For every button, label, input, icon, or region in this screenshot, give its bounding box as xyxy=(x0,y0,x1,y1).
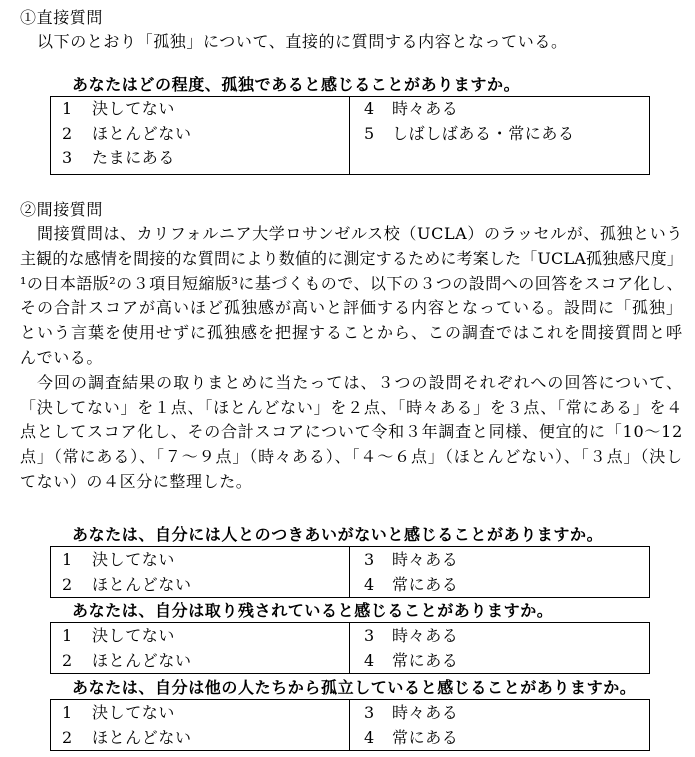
option-label: 時々ある xyxy=(392,550,459,569)
option-item xyxy=(364,97,649,122)
options-column-right xyxy=(350,547,649,597)
paragraph-line: 今回の調査結果の取りまとめに当たっては、３つの設問それぞれへの回答について、 xyxy=(37,372,683,392)
paragraph xyxy=(20,371,683,495)
options-column-left xyxy=(51,623,350,673)
option-number: 4 xyxy=(364,651,375,670)
option-label: たまにある xyxy=(92,148,176,167)
option-item xyxy=(364,122,649,147)
option-label: 決してない xyxy=(92,703,176,722)
option-item xyxy=(62,623,349,648)
option-number: 3 xyxy=(364,703,375,722)
option-label: 常にある xyxy=(392,575,459,594)
indirect-question-3-options-box xyxy=(50,699,650,751)
paragraph-line: 主観的な感情を間接的な質問により数値的に測定するために考案した「UCLA孤独感尺度」 xyxy=(20,248,683,268)
option-label: 時々ある xyxy=(392,626,459,645)
option-item xyxy=(62,97,349,122)
indirect-question-2-options-box xyxy=(50,622,650,674)
option-item xyxy=(364,700,649,725)
paragraph-line: んでいる。 xyxy=(20,347,104,367)
section-heading-direct-question: ①直接質問 xyxy=(20,8,104,27)
option-item xyxy=(62,146,349,171)
option-label: ほとんどない xyxy=(92,575,192,594)
paragraph-line: 間接質問は、カリフォルニア大学ロサンゼルス校（UCLA）のラッセルが、孤独という xyxy=(37,224,683,243)
paragraph-line: その合計スコアが高いほど孤独感が高いと評価する内容となっている。設問に「孤独」 xyxy=(20,298,683,318)
option-number: 4 xyxy=(364,728,375,747)
option-item xyxy=(364,623,649,648)
indirect-question-3-text: あなたは、自分は他の人たちから孤立していると感じることがありますか。 xyxy=(72,678,637,697)
option-number: 3 xyxy=(62,148,73,167)
option-number: 2 xyxy=(62,123,73,143)
indirect-question-1-text: あなたは、自分には人とのつきあいがないと感じることがありますか。 xyxy=(72,525,604,544)
option-number: 1 xyxy=(62,550,73,569)
option-item xyxy=(364,648,649,673)
indirect-question-1-options-box xyxy=(50,546,650,598)
section-heading-indirect-question: ②間接質問 xyxy=(20,200,104,219)
option-number: 2 xyxy=(62,651,73,670)
options-column-right xyxy=(350,623,649,673)
option-label: 決してない xyxy=(92,99,176,118)
option-item xyxy=(364,547,649,572)
option-label: ほとんどない xyxy=(92,123,192,143)
option-number: 2 xyxy=(62,728,73,747)
option-item xyxy=(62,648,349,673)
option-label: 決してない xyxy=(92,626,176,645)
option-label: ほとんどない xyxy=(92,728,192,747)
direct-question-text: あなたはどの程度、孤独であると感じることがありますか。 xyxy=(72,75,521,94)
paragraph-line: ¹の日本語版²の３項目短縮版³に基づくもので、以下の３つの設問への回答をスコア化し、 xyxy=(20,273,683,293)
option-item xyxy=(62,725,349,750)
option-number: 1 xyxy=(62,626,73,645)
options-column-right xyxy=(350,97,649,174)
option-label: 決してない xyxy=(92,550,176,569)
option-number: 2 xyxy=(62,575,73,594)
option-number: 3 xyxy=(364,550,375,569)
option-item xyxy=(364,572,649,597)
option-item xyxy=(62,572,349,597)
option-number: 4 xyxy=(364,575,375,594)
paragraph-line: 点」（常にある）、「７～９点」（時々ある）、「４～６点」（ほとんどない）、「３点」（決し xyxy=(20,447,683,467)
paragraph-line: 点としてスコア化し、その合計スコアについて令和３年調査と同様、便宜的に「10～12 xyxy=(20,422,683,442)
paragraph-line: てない）の４区分に整理した。 xyxy=(20,471,253,491)
option-item xyxy=(62,122,349,147)
option-label: 時々ある xyxy=(392,703,459,722)
option-item xyxy=(62,547,349,572)
paragraph-line: 「決してない」を１点、「ほとんどない」を２点、「時々ある」を３点、「常にある」を４ xyxy=(20,397,683,417)
options-column-left xyxy=(51,97,350,174)
option-label: ほとんどない xyxy=(92,651,192,670)
options-column-right xyxy=(350,700,649,750)
option-number: 1 xyxy=(62,703,73,722)
option-item xyxy=(364,725,649,750)
option-label: しばしばある・常にある xyxy=(392,123,575,143)
direct-question-intro: 以下のとおり「孤独」について、直接的に質問する内容となっている。 xyxy=(37,32,568,51)
paragraph-line: という言葉を使用せずに孤独感を把握することから、この調査ではこれを間接質問と呼 xyxy=(20,323,683,343)
option-number: 5 xyxy=(364,123,375,143)
option-label: 時々ある xyxy=(392,99,459,118)
paragraph xyxy=(20,222,683,371)
option-label: 常にある xyxy=(392,728,459,747)
options-column-left xyxy=(51,700,350,750)
options-column-left xyxy=(51,547,350,597)
indirect-question-description xyxy=(20,222,683,495)
indirect-question-2-text: あなたは、自分は取り残されていると感じることがありますか。 xyxy=(72,601,554,620)
option-label: 常にある xyxy=(392,651,459,670)
option-number: 1 xyxy=(62,99,73,118)
option-number: 4 xyxy=(364,99,375,118)
option-item xyxy=(62,700,349,725)
direct-question-options-box xyxy=(50,96,650,175)
option-number: 3 xyxy=(364,626,375,645)
